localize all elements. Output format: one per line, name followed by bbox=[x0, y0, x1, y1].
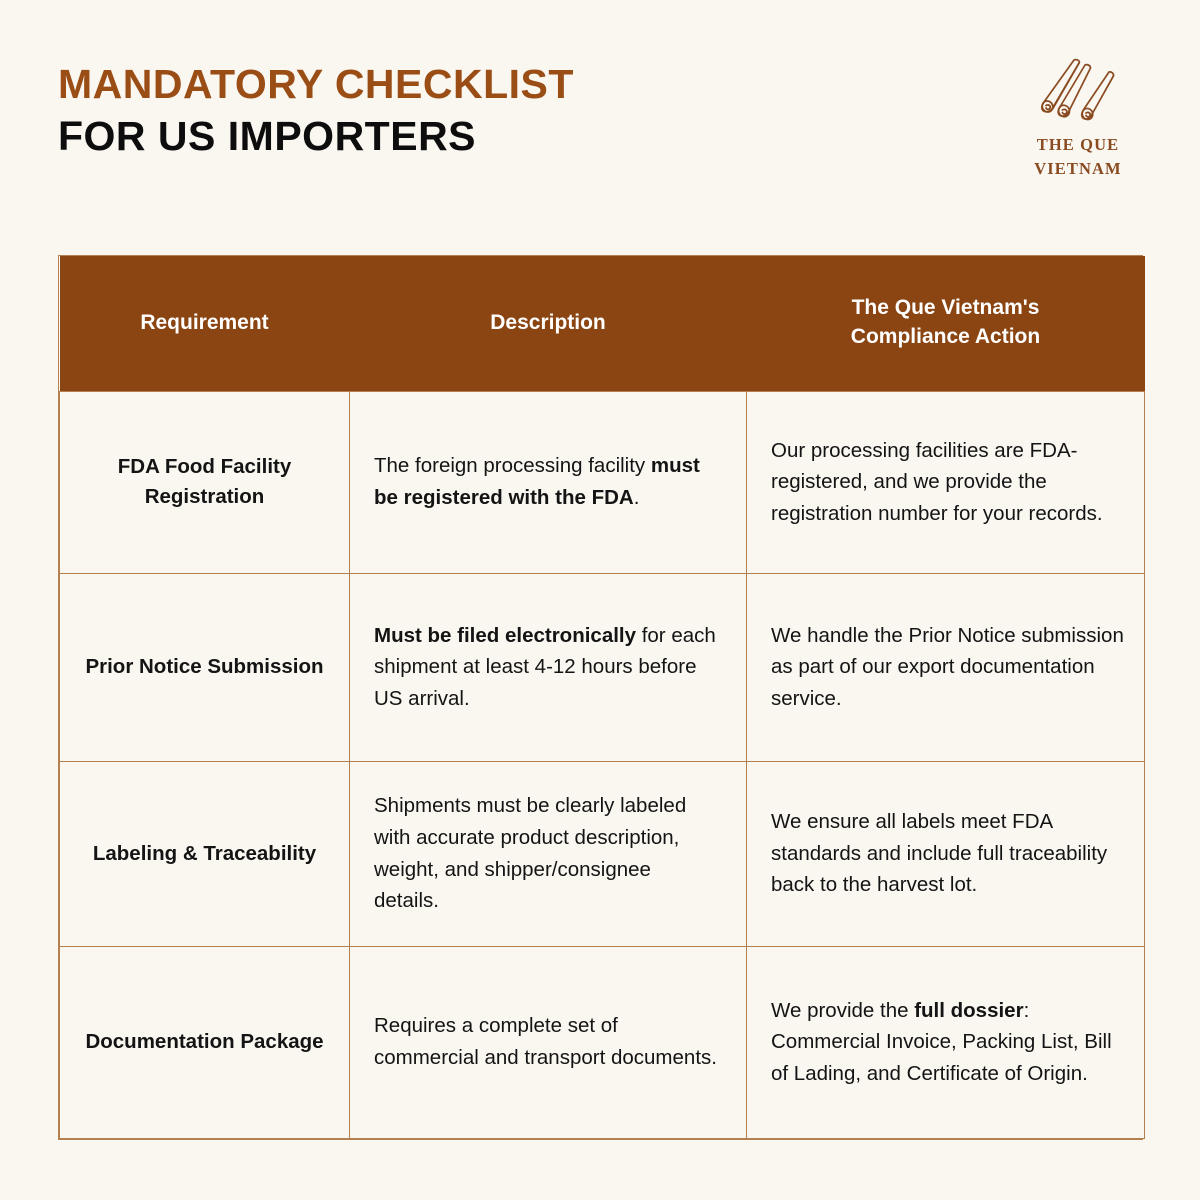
table-row bbox=[60, 391, 1145, 573]
table-row bbox=[60, 946, 1145, 1138]
table-row bbox=[60, 573, 1145, 761]
description-text: Requires a complete set of commercial and transport documents. bbox=[374, 1014, 717, 1069]
column-header-compliance-action bbox=[747, 256, 1145, 391]
description-text: Shipments must be clearly labeled with accurate product description, weight, and shipper/consignee details. bbox=[374, 794, 687, 913]
logo-line-2: VIETNAM bbox=[1034, 158, 1122, 178]
cell-requirement: Labeling & Traceability bbox=[60, 761, 350, 946]
cell-compliance-action bbox=[747, 946, 1145, 1138]
cell-description bbox=[350, 946, 747, 1138]
brand-logo bbox=[1008, 52, 1148, 181]
logo-wordmark bbox=[1034, 133, 1121, 181]
cell-description bbox=[350, 573, 747, 761]
logo-line-1: THE QUE bbox=[1036, 135, 1120, 154]
page-title bbox=[58, 58, 758, 163]
compliance-action-text: We provide the full dossier: Commercial Invoice, Packing List, Bill of Lading, and Certificate of Origin. bbox=[771, 998, 1112, 1085]
table-row bbox=[60, 761, 1145, 946]
cell-requirement: FDA Food Facility Registration bbox=[60, 391, 350, 573]
column-header-description: Description bbox=[350, 256, 747, 391]
compliance-action-text: Our processing facilities are FDA-registered, and we provide the registration number for your records. bbox=[771, 438, 1103, 525]
title-line-dark: FOR US IMPORTERS bbox=[58, 113, 477, 160]
cell-description bbox=[350, 761, 747, 946]
description-text: Must be filed electronically for each shipment at least 4-12 hours before US arrival. bbox=[374, 623, 716, 710]
title-line-accent: MANDATORY CHECKLIST bbox=[58, 61, 574, 107]
description-text: The foreign processing facility must be registered with the FDA. bbox=[374, 454, 700, 509]
table-body bbox=[60, 391, 1145, 1138]
cell-compliance-action bbox=[747, 761, 1145, 946]
column-header-requirement: Requirement bbox=[60, 256, 350, 391]
cinnamon-sticks-icon bbox=[1019, 52, 1137, 126]
cell-requirement: Prior Notice Submission bbox=[60, 573, 350, 761]
compliance-action-text: We handle the Prior Notice submission as part of our export documentation service. bbox=[771, 623, 1124, 710]
column-header-compliance-action-line-1: The Que Vietnam's bbox=[851, 296, 1040, 320]
column-header-compliance-action-line-2: Compliance Action bbox=[850, 325, 1041, 349]
compliance-action-text: We ensure all labels meet FDA standards and include full traceability back to the harvest lot. bbox=[771, 810, 1108, 897]
cell-requirement: Documentation Package bbox=[60, 946, 350, 1138]
table-header-row bbox=[60, 256, 1145, 391]
cell-compliance-action bbox=[747, 391, 1145, 573]
cell-description bbox=[350, 391, 747, 573]
table-header bbox=[60, 256, 1145, 391]
checklist-table bbox=[58, 255, 1143, 1140]
cell-compliance-action bbox=[747, 573, 1145, 761]
